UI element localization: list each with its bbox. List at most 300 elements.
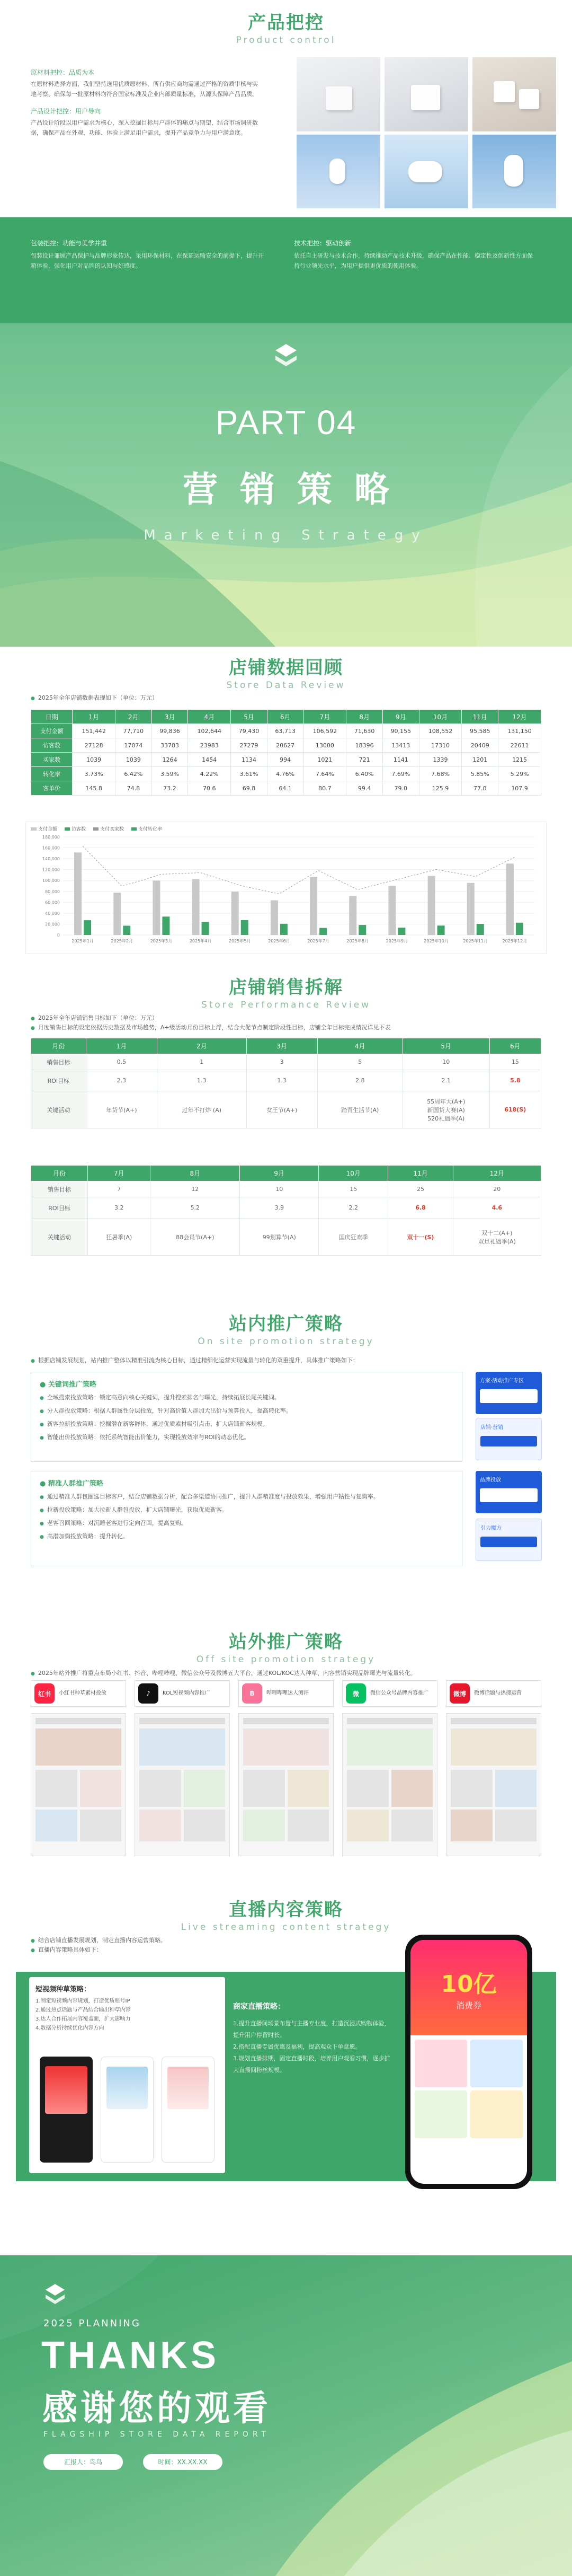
bar-payment [192,879,200,935]
date-pill: 时间：XX.XX.XX [143,2454,222,2470]
packaging-heading: 包装把控：功能与美学并重 [31,240,108,247]
sales-table-2-wrap [31,1165,541,1256]
table-cell: 108,552 [419,724,462,738]
review-header-6: 6月 [267,710,303,724]
table-cell: 2.2 [319,1197,388,1219]
table-cell: 99,836 [151,724,188,738]
row-label: ROI目标 [31,1070,86,1091]
tech-heading: 技术把控：驱动创新 [294,240,352,247]
row-label: 销售目标 [31,1054,86,1070]
table-cell: 27128 [73,738,115,753]
live-title: 直播内容策略 [229,1899,343,1920]
platform-screenshot [31,1713,126,1856]
legend-item: 访客数 [65,825,86,832]
bar-payment [153,880,160,935]
review-header-11: 11月 [462,710,498,724]
table-cell: 22611 [498,738,541,753]
platform-screenshot [238,1713,334,1856]
sales-header: 7月 [88,1166,150,1181]
table-cell: 3.59% [151,767,188,781]
table-cell: 64.1 [267,781,303,796]
platform-label: 微信公众号品牌内容推广 [370,1690,428,1696]
sales-header: 4月 [317,1038,403,1054]
onsite-intro: ● 根据店铺发展规划，站内推广整体以精准引流为核心目标，通过精细化运营实现流量与转化的双重提升，具体推广策略如下： [31,1356,539,1366]
live-section [0,1892,572,2263]
table-cell: 90,155 [382,724,419,738]
thanks-logo-icon [42,2282,68,2307]
table-cell: 107.9 [498,781,541,796]
bar-payment [231,892,239,935]
table-cell: 994 [267,753,303,767]
table-cell: 1.3 [157,1070,246,1091]
table-cell: 双十二(A+) 双旦礼遇季(A) [453,1219,541,1256]
table-cell: 5.2 [150,1197,240,1219]
table-cell: 23983 [188,738,231,753]
keyword-item-3: ● 新客拉新投放策略：挖掘潜在新客群体，通过优质素材吸引点击，扩大店铺新客规模。 [40,1419,453,1430]
table-cell: 106,592 [303,724,346,738]
table-cell: 12 [150,1181,240,1197]
material-text: 在原材料选择方面，我们坚持选用优质原材料，所有供应商均需通过严格的资质审核与实地考察，确保每一批原材料均符合国家标准及企业内部质量标准，从源头保障产品品质。 [31,81,258,98]
table-cell: 63,713 [267,724,303,738]
platform-list [31,1680,541,1860]
table-cell: 80.7 [303,781,346,796]
table-cell: 27279 [231,738,267,753]
row-label: 关键活动 [31,1219,88,1256]
onsite-section [0,1288,572,1627]
part-subtitle: Marketing Strategy [144,527,428,543]
bar-visitors [162,916,169,935]
platform-card-header [238,1680,334,1707]
table-cell: 1039 [115,753,152,767]
store-review-section [0,647,572,965]
onsite-subtitle: On site promotion strategy [198,1336,374,1347]
table-cell: 20409 [462,738,498,753]
bar-payment [74,852,82,935]
review-header-3: 3月 [151,710,188,724]
x-tick-label: 2025年3月 [150,939,173,943]
table-cell: 99.4 [346,781,383,796]
earbuds-photo-3 [472,135,556,208]
bar-visitors [319,928,327,935]
bar-payment [506,863,514,935]
table-cell: 1454 [188,753,231,767]
shortvideo-phone-3 [162,2057,215,2163]
row-label: ROI目标 [31,1197,88,1219]
bar-visitors [280,924,288,935]
platform-icon: 微博 [450,1683,470,1704]
table-cell: 6.8 [388,1197,453,1219]
table-cell: 3.61% [231,767,267,781]
table-cell: 1215 [498,753,541,767]
product-photo-grid [297,57,556,208]
y-tick-label: 40,000 [45,911,60,916]
table-cell: 3.73% [73,767,115,781]
table-cell: 1 [157,1054,246,1070]
review-header-4: 4月 [188,710,231,724]
material-heading: 原材料把控：品质为本 [31,69,95,76]
review-header-8: 8月 [346,710,383,724]
earbuds-photo-2 [385,135,468,208]
thanks-section [0,2255,572,2576]
platform-card-header [342,1680,437,1707]
audience-item-1: ● 通过精准人群包圈选目标客户，结合店铺数据分析，配合多渠道协同推广，提升人群精准度与投放效果，增强用户粘性与复购率。 [40,1492,453,1502]
table-cell: 10 [240,1181,319,1197]
audience-item-4: ● 高潜加购投放策略：提升转化。 [40,1532,453,1542]
table-row [31,1070,541,1091]
x-tick-label: 2025年6月 [268,939,290,943]
sales-header: 月份 [31,1038,86,1054]
table-cell: 6.40% [346,767,383,781]
mug-photo-3 [472,57,556,131]
table-cell: 20 [453,1181,541,1197]
sales-header: 2月 [157,1038,246,1054]
bar-visitors [398,928,405,935]
table-cell: 102,644 [188,724,231,738]
store-review-table [31,709,541,796]
thanks-title-cn: 感谢您的观看 [42,2388,271,2429]
legend-item: 支付转化率 [131,825,162,832]
platform-card-header [31,1680,126,1707]
live-note-1: ● 结合店铺直播发展规划，制定直播内容运营策略。 [31,1936,166,1946]
onsite-title: 站内推广策略 [229,1313,343,1335]
x-tick-label: 2025年10月 [424,939,449,943]
table-cell: 131,150 [498,724,541,738]
table-cell: 1039 [73,753,115,767]
bar-visitors [359,925,366,935]
table-cell: 7 [88,1181,150,1197]
platform-icon: B [242,1683,262,1704]
table-row [31,767,541,781]
table-cell: 7.69% [382,767,419,781]
chart-svg [26,822,547,955]
sales-header: 10月 [319,1166,388,1181]
live-phone-banner: 10亿 消费券 [410,1940,527,2035]
table-cell: 17310 [419,738,462,753]
platform-icon: 微 [346,1683,366,1704]
bar-payment [467,883,475,935]
table-cell: 1201 [462,753,498,767]
table-cell: 74.8 [115,781,152,796]
sales-header: 6月 [489,1038,541,1054]
table-cell: 721 [346,753,383,767]
product-control-section [0,0,572,209]
audience-item-2: ● 拉新投放策略：加大拉新人群包投放，扩大店铺曝光，获取优质新客。 [40,1505,453,1515]
keyword-item-1: ● 全域搜索投放策略：锁定高意向核心关键词，提升搜索排名与曝光，持续拓展长尾关键词。 [40,1393,453,1403]
table-cell: 3.9 [240,1197,319,1219]
mug-photo-1 [297,57,380,131]
platform-screenshot [342,1713,437,1856]
table-row [31,781,541,796]
row-label: 销售目标 [31,1181,88,1197]
legend-item: 支付金额 [31,825,57,832]
promo-thumb-3: 品牌投放 [476,1471,542,1513]
table-cell: 618(S) [489,1091,541,1128]
table-cell: 国庆狂欢季 [319,1219,388,1256]
review-header-10: 10月 [419,710,462,724]
design-heading: 产品设计把控：用户导向 [31,108,101,115]
x-tick-label: 2025年2月 [111,939,133,943]
table-cell: 95,585 [462,724,498,738]
table-cell: 70.6 [188,781,231,796]
y-tick-label: 140,000 [42,857,60,862]
table-cell: 77.0 [462,781,498,796]
live-subtitle: Live streaming content strategy [181,1922,391,1933]
x-tick-label: 2025年7月 [307,939,329,943]
bar-payment [349,896,356,935]
table-row [31,724,541,738]
platform-label: 小红书种草素材投放 [59,1690,106,1696]
bar-payment [271,901,278,935]
keyword-strategy-box [31,1372,462,1462]
table-cell: 5 [317,1054,403,1070]
x-tick-label: 2025年12月 [502,939,528,943]
live-phone-mockup [405,1935,532,2189]
earbuds-photo-1 [297,135,380,208]
store-review-table-wrap [31,709,541,796]
table-row [31,1181,541,1197]
sales-header: 11月 [388,1166,453,1181]
merchant-live-text: 1.提升直播间场景布置与主播专业度，打造沉浸式购物体验，提升用户停留时长。 2.搭配直播专属优惠及福利，提高观众下单意愿。 3.规划直播排期，固定直播时段，培养用户观看习惯，逐步扩大直播间粉丝规模。 [233,2020,390,2074]
legend-item: 支付买家数 [93,825,124,832]
shortvideo-box [29,1977,225,2173]
row-label: 买家数 [31,753,73,767]
thanks-title-en: THANKS [41,2334,219,2377]
table-row [31,1054,541,1070]
table-cell: 13413 [382,738,419,753]
trend-line [83,846,515,894]
table-cell: 20627 [267,738,303,753]
table-cell: 55周年大(A+) 新国货大赛(A) 520礼遇季(A) [403,1091,489,1128]
table-cell: 2.3 [86,1070,157,1091]
table-row [31,1197,541,1219]
sales-subtitle: Store Performance Review [201,1000,371,1010]
promo-thumb-2: 店铺·营销 [476,1418,542,1460]
review-header-5: 5月 [231,710,267,724]
promo-thumb-1: 方案·活动推广专区 [476,1372,542,1414]
audience-strategy-box [31,1471,462,1566]
platform-label: 哔哩哔哩达人测评 [266,1690,309,1696]
keyword-item-2: ● 分人群投放策略：根据人群属性分层投放，针对高价值人群加大出价与预算投入，提高转化率。 [40,1406,453,1416]
tech-text: 依托自主研发与技术合作，持续推动产品技术升级，确保产品在性能、稳定性及创新性方面保持行业领先水平，为用户提供更优质的使用体验。 [294,252,533,269]
sales-header: 1月 [86,1038,157,1054]
table-cell: 1134 [231,753,267,767]
store-review-note: ● 2025年全年店铺数据表现如下（单位：万元） [31,693,158,703]
store-review-subtitle: Store Data Review [226,680,346,691]
sales-table-1-wrap [31,1038,541,1128]
table-cell: 7.64% [303,767,346,781]
product-subtitle: Product control [236,35,336,46]
y-tick-label: 100,000 [42,878,60,884]
row-label: 访客数 [31,738,73,753]
table-cell: 69.8 [231,781,267,796]
sales-table-1 [31,1038,541,1128]
shortvideo-text: 1.制定短视频内容规划，打造优质账号IP 2.通过热点话题与产品结合输出种草内容 3.达人合作拓展内容覆盖面，扩大影响力 4.数据分析持续优化内容方向 [35,1998,131,2031]
y-tick-label: 120,000 [42,867,60,872]
table-cell: 77,710 [115,724,152,738]
sales-header: 9月 [240,1166,319,1181]
review-header-1: 1月 [73,710,115,724]
y-tick-label: 20,000 [45,922,60,927]
bar-visitors [437,925,445,935]
x-tick-label: 2025年8月 [346,939,369,943]
sales-note-2: ● 月度销售目标的设定依据历史数据及市场趋势，A+级活动月份目标上浮，结合大促节点制定阶段性目标，店铺全年目标完成情况详见下表 [31,1023,541,1033]
platform-label: 微博话题与热搜运营 [474,1690,522,1696]
table-row [31,738,541,753]
table-cell: 1141 [382,753,419,767]
platform-icon: 红书 [34,1683,55,1704]
offsite-note: ● 2025年站外推广将重点布局小红书、抖音、哔哩哔哩、微信公众号及微博五大平台，通过KOL/KOC达人种草、内容营销实现品牌曝光与流量转化。 [31,1669,539,1679]
platform-screenshot [446,1713,541,1856]
table-cell: 79,430 [231,724,267,738]
table-cell: 狂暑季(A) [88,1219,150,1256]
review-header-2: 2月 [115,710,152,724]
part-title: 营销策略 [183,469,412,510]
store-review-chart [25,822,547,954]
sales-header: 5月 [403,1038,489,1054]
store-review-title: 店铺数据回顾 [229,657,343,678]
row-label: 客单价 [31,781,73,796]
y-tick-label: 160,000 [42,845,60,851]
product-green-band [0,217,572,323]
table-cell: 15 [319,1181,388,1197]
table-cell: 5.85% [462,767,498,781]
mug-photo-2 [385,57,468,131]
table-cell: 0.5 [86,1054,157,1070]
shortvideo-phone-2 [101,2057,154,2163]
table-cell: 4.6 [453,1197,541,1219]
platform-card-header [135,1680,230,1707]
sales-header: 3月 [246,1038,317,1054]
x-tick-label: 2025年11月 [463,939,488,943]
row-label: 支付金额 [31,724,73,738]
offsite-title: 站外推广策略 [229,1631,343,1653]
table-cell: 145.8 [73,781,115,796]
bar-visitors [477,924,484,935]
row-label: 关键活动 [31,1091,86,1128]
bar-visitors [84,920,91,935]
bar-payment [428,876,435,935]
table-cell: 1.3 [246,1070,317,1091]
sales-header: 12月 [453,1166,541,1181]
table-cell: 1021 [303,753,346,767]
table-cell: 4.76% [267,767,303,781]
sales-table-2 [31,1165,541,1256]
offsite-section [0,1627,572,1903]
review-header-12: 12月 [498,710,541,724]
table-cell: 4.22% [188,767,231,781]
table-cell: 双十一(S) [388,1219,453,1256]
offsite-subtitle: Off site promotion strategy [196,1654,376,1665]
bar-visitors [241,920,248,935]
table-cell: 2.8 [317,1070,403,1091]
table-cell: 5.29% [498,767,541,781]
product-title: 产品把控 [248,12,324,33]
y-tick-label: 80,000 [45,889,60,894]
table-row [31,753,541,767]
table-cell: 6.42% [115,767,152,781]
sales-header: 8月 [150,1166,240,1181]
merchant-live-block [233,2001,392,2076]
live-note-2: ● 直播内容策略具体如下： [31,1945,102,1955]
promo-thumb-4: 引力魔方 [476,1519,542,1561]
brand-logo-icon [272,342,300,369]
sales-note-1: ● 2025年全年店铺销售目标如下（单位：万元） [31,1013,158,1024]
platform-icon: ♪ [138,1683,158,1704]
table-cell: 10 [403,1054,489,1070]
platform-screenshot [135,1713,230,1856]
x-tick-label: 2025年5月 [229,939,251,943]
shortvideo-title: 短视频种草策略： [35,1986,91,1993]
sales-section [0,965,572,1288]
platform-label: KOL短视频内容推广 [163,1690,210,1696]
shortvideo-phone-1 [40,2057,93,2163]
table-cell: 15 [489,1054,541,1070]
keyword-item-4: ● 智能出价投放策略：依托系统智能出价能力，实现投放效率与ROI的动态优化。 [40,1433,453,1443]
y-tick-label: 0 [57,933,60,938]
x-tick-label: 2025年4月 [189,939,212,943]
sales-title: 店铺销售拆解 [229,977,343,998]
table-cell: 1264 [151,753,188,767]
table-cell: 过年不打烊 (A) [157,1091,246,1128]
table-cell: 73.2 [151,781,188,796]
bar-visitors [516,923,523,935]
table-cell: 踏青生活节(A) [317,1091,403,1128]
review-header-9: 9月 [382,710,419,724]
part-cover [0,323,572,647]
table-cell: 71,630 [346,724,383,738]
row-label: 转化率 [31,767,73,781]
y-tick-label: 60,000 [45,900,60,905]
table-cell: 88会员节(A+) [150,1219,240,1256]
table-cell: 125.9 [419,781,462,796]
bar-payment [113,893,121,935]
x-tick-label: 2025年9月 [386,939,408,943]
table-cell: 151,442 [73,724,115,738]
review-header-0: 日期 [31,710,73,724]
table-cell: 年货节(A+) [86,1091,157,1128]
packaging-text: 包装设计兼顾产品保护与品牌形象传达，采用环保材料，在保证运输安全的前提下，提升开箱体验，强化用户对品牌的认知与好感度。 [31,252,264,269]
table-row [31,1219,541,1256]
table-cell: 2.1 [403,1070,489,1091]
table-cell: 1339 [419,753,462,767]
table-cell: 79.0 [382,781,419,796]
product-text-block [31,68,258,138]
review-header-7: 7月 [303,710,346,724]
table-cell: 3 [246,1054,317,1070]
x-tick-label: 2025年1月 [72,939,94,943]
y-tick-label: 180,000 [42,835,60,840]
table-cell: 25 [388,1181,453,1197]
table-cell: 5.8 [489,1070,541,1091]
sales-header: 月份 [31,1166,88,1181]
table-cell: 33783 [151,738,188,753]
bar-payment [310,877,317,935]
thanks-subtitle: FLAGSHIP STORE DATA REPORT [43,2430,271,2439]
table-cell: 17074 [115,738,152,753]
part-label: PART 04 [215,403,357,442]
merchant-live-title: 商家直播策略： [233,2002,285,2011]
bar-visitors [123,925,130,935]
keyword-strategy-title: ● 关键词推广策略 [40,1381,96,1389]
table-cell: 18396 [346,738,383,753]
table-row [31,1091,541,1128]
audience-item-3: ● 老客召回策略：对沉睡老客进行定向召回，提高复购。 [40,1519,453,1529]
bar-payment [388,886,396,935]
platform-card-header [446,1680,541,1707]
table-cell: 女王节(A+) [246,1091,317,1128]
bar-visitors [202,922,209,935]
audience-strategy-title: ● 精准人群推广策略 [40,1480,103,1488]
